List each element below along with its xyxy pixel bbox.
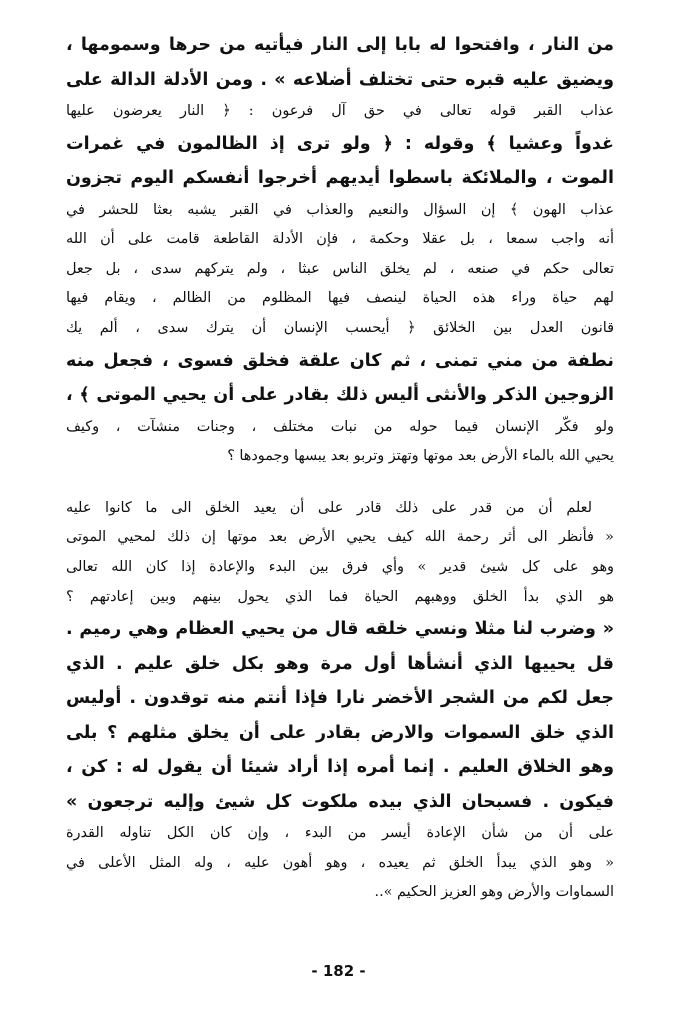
text-line: الذي خلق السموات والارض بقادر على أن يخلق مثلهم ؟ بلى xyxy=(66,722,614,743)
text-line: هو الذي بدأ الخلق ووهبهم الحياة فما الذي يحول بينهم وبين إعادتهم ؟ xyxy=(66,588,614,605)
paragraph-2 xyxy=(66,494,614,908)
text-line: عذاب الهون ﴾ إن السؤال والنعيم والعذاب في القبر يشبه بعثا للحشر في xyxy=(66,201,614,218)
text-line: نطفة من مني تمنى ، ثم كان علقة فخلق فسوى ، فجعل منه xyxy=(66,350,614,371)
text-line: يحيي الله بالماء الأرض بعد موتها وتهتز وتربو بعد يبسها وجمودها ؟ xyxy=(227,448,614,465)
text-line: الزوجين الذكر والأنثى أليس ذلك بقادر على أن يحيي الموتى ﴾ ، xyxy=(66,385,614,406)
text-line: السماوات والأرض وهو العزيز الحكيم ».. xyxy=(374,884,614,901)
text-line: تعالى حكم في صنعه ، لم يخلق الناس عبثا ، ولم يتركهم سدى ، بل جعل xyxy=(66,260,614,277)
text-line: لهم حياة وراء هذه الحياة لينصف فيها المظلوم من الظالم ، ويقام فيها xyxy=(66,290,614,307)
page-body xyxy=(66,28,614,908)
text-line: عذاب القبر قوله تعالى في حق آل فرعون : ﴿ النار يعرضون عليها xyxy=(66,103,614,119)
paragraph-gap xyxy=(66,472,614,494)
text-line: لعلم أن من قدر على ذلك قادر على أن يعيد الخلق الى ما كانوا عليه xyxy=(66,499,592,516)
text-line: ولو فكّر الإنسان فيما حوله من نبات مختلف ، وجنات منشآت ، وكيف xyxy=(66,418,614,435)
text-line: قل يحييها الذي أنشأها أول مرة وهو بكل خلق عليم . الذي xyxy=(66,653,614,674)
text-line: ويضيق عليه قبره حتى تختلف أضلاعه » . ومن الأدلة الدالة على xyxy=(66,69,614,90)
text-line: « وضرب لنا مثلا ونسي خلقه قال من يحيي العظام وهي رميم . xyxy=(66,619,614,640)
text-line: وهو الخلاق العليم . إنما أمره إذا أراد شيئا أن يقول له : كن ، xyxy=(66,757,614,778)
text-line: « فأنظر الى أثر رحمة الله كيف يحيي الأرض بعد موتها إن ذلك لمحيي الموتى xyxy=(66,529,614,546)
text-line: وهو على كل شيئ قدير » وأي فرق بين البدء والإعادة إذا كان الله تعالى xyxy=(66,558,614,575)
text-line: أنه واجب سمعا ، بل عقلا وحكمة ، فإن الأدلة القاطعة قامت على أن الله xyxy=(66,231,614,248)
text-line: فيكون . فسبحان الذي بيده ملكوت كل شيئ وإليه ترجعون » xyxy=(66,791,614,812)
text-line: من النار ، وافتحوا له بابا إلى النار فيأتيه من حرها وسمومها ، xyxy=(66,35,614,55)
text-line: الموت ، والملائكة باسطوا أيديهم أخرجوا أنفسكم اليوم تجزون xyxy=(66,168,614,189)
text-line: « وهو الذي يبدأ الخلق ثم يعيده ، وهو أهون عليه ، وله المثل الأعلى في xyxy=(66,854,614,871)
paragraph-1 xyxy=(66,28,614,472)
text-line: جعل لكم من الشجر الأخضر نارا فإذا أنتم منه توقدون . أوليس xyxy=(66,688,614,709)
text-line: غدواً وعشيا ﴾ وقوله : ﴿ ولو ترى إذ الظالمون في غمرات xyxy=(66,133,614,154)
page-number: - 182 - xyxy=(311,962,366,980)
text-line: قانون العدل بين الخلائق ﴿ أيحسب الإنسان أن يترك سدى ، ألم يك xyxy=(66,319,614,336)
text-line: على أن من شأن الإعادة أيسر من البدء ، وإن كان الكل تناوله القدرة xyxy=(66,825,614,842)
